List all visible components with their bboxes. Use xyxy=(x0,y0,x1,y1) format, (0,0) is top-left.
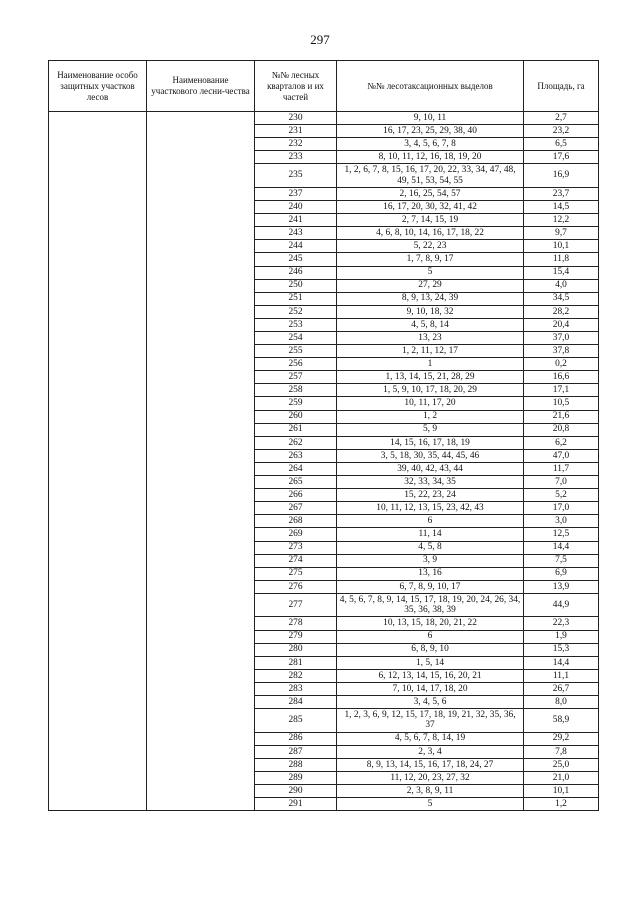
area-cell: 1,2 xyxy=(524,798,599,811)
area-cell: 12,5 xyxy=(524,528,599,541)
allotments-cell: 11, 14 xyxy=(337,528,524,541)
allotments-cell: 8, 10, 11, 12, 16, 18, 19, 20 xyxy=(337,151,524,164)
allotments-cell: 10, 11, 17, 20 xyxy=(337,397,524,410)
quarter-cell: 273 xyxy=(255,541,337,554)
allotments-cell: 1 xyxy=(337,358,524,371)
area-cell: 8,0 xyxy=(524,696,599,709)
area-cell: 13,9 xyxy=(524,580,599,593)
quarter-cell: 277 xyxy=(255,593,337,617)
area-cell: 7,0 xyxy=(524,476,599,489)
area-cell: 2,7 xyxy=(524,112,599,125)
allotments-cell: 1, 2, 6, 7, 8, 15, 16, 17, 20, 22, 33, 34, 47, 48, 49, 51, 53, 54, 55 xyxy=(337,164,524,188)
quarter-cell: 253 xyxy=(255,318,337,331)
allotments-cell: 8, 9, 13, 24, 39 xyxy=(337,292,524,305)
area-cell: 47,0 xyxy=(524,449,599,462)
table-row xyxy=(49,112,599,125)
area-cell: 10,1 xyxy=(524,240,599,253)
area-cell: 58,9 xyxy=(524,709,599,733)
quarter-cell: 257 xyxy=(255,371,337,384)
quarter-cell: 281 xyxy=(255,656,337,669)
area-cell: 5,2 xyxy=(524,489,599,502)
quarter-cell: 233 xyxy=(255,151,337,164)
area-cell: 15,3 xyxy=(524,643,599,656)
quarter-cell: 274 xyxy=(255,554,337,567)
quarter-cell: 255 xyxy=(255,345,337,358)
quarter-cell: 288 xyxy=(255,758,337,771)
allotments-cell: 9, 10, 18, 32 xyxy=(337,305,524,318)
allotments-cell: 2, 16, 25, 54, 57 xyxy=(337,187,524,200)
allotments-cell: 6 xyxy=(337,630,524,643)
allotments-cell: 3, 4, 5, 6 xyxy=(337,696,524,709)
header-allotment-numbers: №№ лесотаксационных выделов xyxy=(337,61,524,112)
allotments-cell: 2, 7, 14, 15, 19 xyxy=(337,214,524,227)
allotments-cell: 6 xyxy=(337,515,524,528)
header-protected-area-name: Наименование особо защитных участков лесов xyxy=(49,61,147,112)
allotments-cell: 6, 7, 8, 9, 10, 17 xyxy=(337,580,524,593)
allotments-cell: 4, 5, 6, 7, 8, 14, 19 xyxy=(337,732,524,745)
table-header-row xyxy=(49,61,599,112)
quarter-cell: 287 xyxy=(255,745,337,758)
quarter-cell: 276 xyxy=(255,580,337,593)
quarter-cell: 237 xyxy=(255,187,337,200)
quarter-cell: 269 xyxy=(255,528,337,541)
area-cell: 28,2 xyxy=(524,305,599,318)
allotments-cell: 5 xyxy=(337,798,524,811)
area-cell: 7,5 xyxy=(524,554,599,567)
allotments-cell: 5, 9 xyxy=(337,423,524,436)
allotments-cell: 6, 8, 9, 10 xyxy=(337,643,524,656)
header-area-ha: Площадь, га xyxy=(524,61,599,112)
quarter-cell: 259 xyxy=(255,397,337,410)
quarter-cell: 230 xyxy=(255,112,337,125)
quarter-cell: 278 xyxy=(255,617,337,630)
quarter-cell: 244 xyxy=(255,240,337,253)
area-cell: 25,0 xyxy=(524,758,599,771)
area-cell: 9,7 xyxy=(524,227,599,240)
quarter-cell: 260 xyxy=(255,410,337,423)
allotments-cell: 7, 10, 14, 17, 18, 20 xyxy=(337,682,524,695)
quarter-cell: 284 xyxy=(255,696,337,709)
area-cell: 12,2 xyxy=(524,214,599,227)
header-forestry-name: Наименование участкового лесни-чества xyxy=(147,61,255,112)
quarter-cell: 254 xyxy=(255,332,337,345)
area-cell: 20,4 xyxy=(524,318,599,331)
allotments-cell: 2, 3, 4 xyxy=(337,745,524,758)
area-cell: 11,7 xyxy=(524,462,599,475)
allotments-cell: 4, 5, 8 xyxy=(337,541,524,554)
allotments-cell: 16, 17, 23, 25, 29, 38, 40 xyxy=(337,125,524,138)
area-cell: 6,2 xyxy=(524,436,599,449)
quarter-cell: 261 xyxy=(255,423,337,436)
area-cell: 23,7 xyxy=(524,187,599,200)
allotments-cell: 11, 12, 20, 23, 27, 32 xyxy=(337,772,524,785)
area-cell: 44,9 xyxy=(524,593,599,617)
protected-areas-table xyxy=(48,60,599,811)
quarter-cell: 241 xyxy=(255,214,337,227)
allotments-cell: 2, 3, 8, 9, 11 xyxy=(337,785,524,798)
area-cell: 21,0 xyxy=(524,772,599,785)
allotments-cell: 1, 5, 14 xyxy=(337,656,524,669)
quarter-cell: 262 xyxy=(255,436,337,449)
allotments-cell: 3, 9 xyxy=(337,554,524,567)
quarter-cell: 265 xyxy=(255,476,337,489)
area-cell: 17,0 xyxy=(524,502,599,515)
allotments-cell: 39, 40, 42, 43, 44 xyxy=(337,462,524,475)
quarter-cell: 291 xyxy=(255,798,337,811)
area-cell: 20,8 xyxy=(524,423,599,436)
quarter-cell: 245 xyxy=(255,253,337,266)
quarter-cell: 235 xyxy=(255,164,337,188)
page-number: 297 xyxy=(310,32,330,47)
area-cell: 15,4 xyxy=(524,266,599,279)
quarter-cell: 246 xyxy=(255,266,337,279)
allotments-cell: 1, 5, 9, 10, 17, 18, 20, 29 xyxy=(337,384,524,397)
area-cell: 6,5 xyxy=(524,138,599,151)
quarter-cell: 268 xyxy=(255,515,337,528)
quarter-cell: 251 xyxy=(255,292,337,305)
quarter-cell: 279 xyxy=(255,630,337,643)
allotments-cell: 13, 23 xyxy=(337,332,524,345)
forestry-name-cell xyxy=(147,112,255,811)
allotments-cell: 1, 13, 14, 15, 21, 28, 29 xyxy=(337,371,524,384)
area-cell: 29,2 xyxy=(524,732,599,745)
quarter-cell: 290 xyxy=(255,785,337,798)
area-cell: 10,1 xyxy=(524,785,599,798)
quarter-cell: 240 xyxy=(255,201,337,214)
area-cell: 14,4 xyxy=(524,541,599,554)
area-cell: 11,1 xyxy=(524,669,599,682)
area-cell: 37,8 xyxy=(524,345,599,358)
header-quarter-numbers: №№ лесных кварталов и их частей xyxy=(255,61,337,112)
allotments-cell: 1, 7, 8, 9, 17 xyxy=(337,253,524,266)
quarter-cell: 250 xyxy=(255,279,337,292)
allotments-cell: 16, 17, 20, 30, 32, 41, 42 xyxy=(337,201,524,214)
area-cell: 16,9 xyxy=(524,164,599,188)
area-cell: 0,2 xyxy=(524,358,599,371)
allotments-cell: 5, 22, 23 xyxy=(337,240,524,253)
allotments-cell: 15, 22, 23, 24 xyxy=(337,489,524,502)
quarter-cell: 263 xyxy=(255,449,337,462)
area-cell: 23,2 xyxy=(524,125,599,138)
allotments-cell: 32, 33, 34, 35 xyxy=(337,476,524,489)
area-cell: 10,5 xyxy=(524,397,599,410)
quarter-cell: 256 xyxy=(255,358,337,371)
allotments-cell: 14, 15, 16, 17, 18, 19 xyxy=(337,436,524,449)
area-cell: 34,5 xyxy=(524,292,599,305)
quarter-cell: 285 xyxy=(255,709,337,733)
quarter-cell: 286 xyxy=(255,732,337,745)
protected-area-name-cell xyxy=(49,112,147,811)
area-cell: 6,9 xyxy=(524,567,599,580)
quarter-cell: 289 xyxy=(255,772,337,785)
allotments-cell: 10, 13, 15, 18, 20, 21, 22 xyxy=(337,617,524,630)
allotments-cell: 1, 2, 11, 12, 17 xyxy=(337,345,524,358)
quarter-cell: 275 xyxy=(255,567,337,580)
allotments-cell: 8, 9, 13, 14, 15, 16, 17, 18, 24, 27 xyxy=(337,758,524,771)
quarter-cell: 282 xyxy=(255,669,337,682)
quarter-cell: 231 xyxy=(255,125,337,138)
allotments-cell: 6, 12, 13, 14, 15, 16, 20, 21 xyxy=(337,669,524,682)
allotments-cell: 10, 11, 12, 13, 15, 23, 42, 43 xyxy=(337,502,524,515)
allotments-cell: 9, 10, 11 xyxy=(337,112,524,125)
quarter-cell: 243 xyxy=(255,227,337,240)
allotments-cell: 4, 5, 8, 14 xyxy=(337,318,524,331)
area-cell: 11,8 xyxy=(524,253,599,266)
area-cell: 14,4 xyxy=(524,656,599,669)
area-cell: 1,9 xyxy=(524,630,599,643)
area-cell: 4,0 xyxy=(524,279,599,292)
allotments-cell: 1, 2, 3, 6, 9, 12, 15, 17, 18, 19, 21, 32, 35, 36, 37 xyxy=(337,709,524,733)
area-cell: 3,0 xyxy=(524,515,599,528)
area-cell: 21,6 xyxy=(524,410,599,423)
table-body xyxy=(49,112,599,811)
allotments-cell: 3, 4, 5, 6, 7, 8 xyxy=(337,138,524,151)
quarter-cell: 280 xyxy=(255,643,337,656)
allotments-cell: 27, 29 xyxy=(337,279,524,292)
allotments-cell: 1, 2 xyxy=(337,410,524,423)
area-cell: 37,0 xyxy=(524,332,599,345)
area-cell: 17,6 xyxy=(524,151,599,164)
allotments-cell: 5 xyxy=(337,266,524,279)
area-cell: 7,8 xyxy=(524,745,599,758)
quarter-cell: 267 xyxy=(255,502,337,515)
quarter-cell: 232 xyxy=(255,138,337,151)
area-cell: 14,5 xyxy=(524,201,599,214)
quarter-cell: 283 xyxy=(255,682,337,695)
allotments-cell: 3, 5, 18, 30, 35, 44, 45, 46 xyxy=(337,449,524,462)
allotments-cell: 4, 5, 6, 7, 8, 9, 14, 15, 17, 18, 19, 20, 24, 26, 34, 35, 36, 38, 39 xyxy=(337,593,524,617)
area-cell: 26,7 xyxy=(524,682,599,695)
allotments-cell: 4, 6, 8, 10, 14, 16, 17, 18, 22 xyxy=(337,227,524,240)
allotments-cell: 13, 16 xyxy=(337,567,524,580)
area-cell: 17,1 xyxy=(524,384,599,397)
quarter-cell: 266 xyxy=(255,489,337,502)
quarter-cell: 252 xyxy=(255,305,337,318)
area-cell: 16,6 xyxy=(524,371,599,384)
quarter-cell: 264 xyxy=(255,462,337,475)
area-cell: 22,3 xyxy=(524,617,599,630)
quarter-cell: 258 xyxy=(255,384,337,397)
